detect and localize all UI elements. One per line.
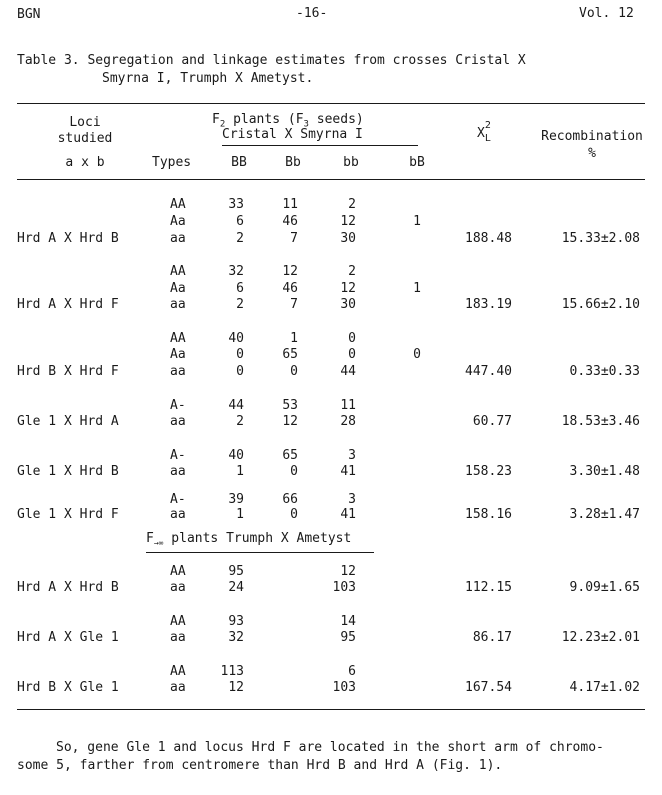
BB-cell: 0 (236, 347, 244, 362)
type-cell: Aa (170, 214, 186, 229)
bB-cell: 0 (413, 347, 421, 362)
type-cell: AA (170, 564, 186, 579)
BB-cell: 12 (228, 680, 244, 695)
type-cell: AA (170, 264, 186, 279)
locus-label: Gle 1 X Hrd F (17, 507, 119, 522)
recombination-value: 3.28±1.47 (569, 507, 640, 522)
chi-value: 86.17 (472, 630, 512, 645)
BB-cell: 93 (228, 614, 244, 629)
cross-underline (222, 145, 418, 146)
bb-cell: 0 (348, 331, 356, 346)
bb-cell: 6 (348, 664, 356, 679)
bb-heading: bb (343, 155, 359, 170)
type-cell: A- (170, 492, 186, 507)
BB-cell: 2 (236, 231, 244, 246)
bb-cell: 30 (340, 297, 356, 312)
chi-value: 60.77 (472, 414, 512, 429)
recombination-value: 18.53±3.46 (561, 414, 640, 429)
BB-cell: 32 (228, 630, 244, 645)
bb-cell: 28 (340, 414, 356, 429)
Bb-cell: 12 (282, 264, 298, 279)
bb-cell: 2 (348, 197, 356, 212)
Bb-cell: 65 (282, 448, 298, 463)
Bb-cell: 7 (290, 297, 298, 312)
type-cell: aa (170, 297, 186, 312)
locus-label: Hrd A X Hrd F (17, 297, 119, 312)
type-cell: AA (170, 614, 186, 629)
recombination-unit: % (588, 146, 596, 161)
bb-cell: 103 (332, 680, 356, 695)
f2-plants-heading: $F_2$ plants ($F_3$ seeds) (212, 112, 364, 130)
type-cell: aa (170, 231, 186, 246)
bb-cell: 12 (340, 281, 356, 296)
recombination-value: 4.17±1.02 (569, 680, 640, 695)
cross-heading: Cristal X Smyrna I (222, 127, 363, 142)
type-cell: aa (170, 414, 186, 429)
type-cell: aa (170, 464, 186, 479)
Bb-cell: 46 (282, 214, 298, 229)
Bb-cell: 11 (282, 197, 298, 212)
page-number: -16- (296, 6, 328, 21)
locus-label: Hrd B X Hrd F (17, 364, 119, 379)
Bb-cell: 53 (282, 398, 298, 413)
section2-heading: $F_{\to\infty}$ plants Trumph X Ametyst (146, 531, 352, 548)
type-cell: AA (170, 197, 186, 212)
locus-label: Hrd A X Gle 1 (17, 630, 119, 645)
bb-cell: 103 (332, 580, 356, 595)
type-cell: aa (170, 630, 186, 645)
loci-heading: Loci (69, 115, 101, 130)
BB-heading: BB (231, 155, 247, 170)
type-cell: aa (170, 580, 186, 595)
locus-label: Gle 1 X Hrd A (17, 414, 119, 429)
Bb-heading: Bb (285, 155, 301, 170)
bb-cell: 14 (340, 614, 356, 629)
BB-cell: 2 (236, 297, 244, 312)
body-paragraph-line2: some 5, farther from centromere than Hrd B and Hrd A (Fig. 1). (17, 758, 503, 773)
Bb-cell: 7 (290, 231, 298, 246)
table-caption-line1: Table 3. Segregation and linkage estimates from crosses Cristal X (17, 53, 526, 68)
types-heading: Types (152, 155, 192, 170)
BB-cell: 6 (236, 281, 244, 296)
type-cell: Aa (170, 347, 186, 362)
bb-cell: 41 (340, 464, 356, 479)
locus-label: Hrd A X Hrd B (17, 231, 119, 246)
BB-cell: 24 (228, 580, 244, 595)
BB-cell: 1 (236, 464, 244, 479)
Bb-cell: 1 (290, 331, 298, 346)
chi-square-heading: $X^2_L$ (477, 120, 491, 144)
header-bottom-rule (17, 179, 645, 180)
bb-cell: 12 (340, 214, 356, 229)
type-cell: AA (170, 331, 186, 346)
recombination-value: 12.23±2.01 (561, 630, 640, 645)
bb-cell: 44 (340, 364, 356, 379)
type-cell: Aa (170, 281, 186, 296)
BB-cell: 40 (228, 448, 244, 463)
loci-heading-3: a x b (65, 155, 105, 170)
BB-cell: 44 (228, 398, 244, 413)
Bb-cell: 46 (282, 281, 298, 296)
body-paragraph-line1: So, gene Gle 1 and locus Hrd F are located in the short arm of chromo- (56, 740, 604, 755)
locus-label: Gle 1 X Hrd B (17, 464, 119, 479)
bB-heading: bB (409, 155, 425, 170)
Bb-cell: 66 (282, 492, 298, 507)
bb-cell: 3 (348, 448, 356, 463)
recombination-heading: Recombination (541, 129, 643, 144)
recombination-value: 9.09±1.65 (569, 580, 640, 595)
bB-cell: 1 (413, 281, 421, 296)
Bb-cell: 65 (282, 347, 298, 362)
bb-cell: 95 (340, 630, 356, 645)
recombination-value: 15.33±2.08 (561, 231, 640, 246)
type-cell: A- (170, 398, 186, 413)
BB-cell: 39 (228, 492, 244, 507)
chi-value: 447.40 (465, 364, 512, 379)
journal-abbrev: BGN (17, 7, 41, 22)
bb-cell: 0 (348, 347, 356, 362)
type-cell: aa (170, 507, 186, 522)
chi-value: 158.23 (465, 464, 512, 479)
BB-cell: 6 (236, 214, 244, 229)
type-cell: AA (170, 664, 186, 679)
chi-value: 158.16 (465, 507, 512, 522)
table-bottom-rule (17, 709, 645, 710)
Bb-cell: 12 (282, 414, 298, 429)
bb-cell: 12 (340, 564, 356, 579)
section2-underline (146, 552, 374, 553)
bb-cell: 2 (348, 264, 356, 279)
chi-value: 167.54 (465, 680, 512, 695)
BB-cell: 33 (228, 197, 244, 212)
recombination-value: 0.33±0.33 (569, 364, 640, 379)
locus-label: Hrd B X Gle 1 (17, 680, 119, 695)
chi-value: 183.19 (465, 297, 512, 312)
chi-value: 188.48 (465, 231, 512, 246)
recombination-value: 3.30±1.48 (569, 464, 640, 479)
volume-label: Vol. 12 (579, 6, 634, 21)
chi-value: 112.15 (465, 580, 512, 595)
Bb-cell: 0 (290, 464, 298, 479)
type-cell: aa (170, 680, 186, 695)
table-top-rule (17, 103, 645, 104)
BB-cell: 2 (236, 414, 244, 429)
BB-cell: 32 (228, 264, 244, 279)
BB-cell: 40 (228, 331, 244, 346)
BB-cell: 0 (236, 364, 244, 379)
type-cell: A- (170, 448, 186, 463)
Bb-cell: 0 (290, 364, 298, 379)
bb-cell: 3 (348, 492, 356, 507)
recombination-value: 15.66±2.10 (561, 297, 640, 312)
type-cell: aa (170, 364, 186, 379)
bB-cell: 1 (413, 214, 421, 229)
bb-cell: 41 (340, 507, 356, 522)
table-caption-line2: Smyrna I, Trumph X Ametyst. (102, 71, 314, 86)
locus-label: Hrd A X Hrd B (17, 580, 119, 595)
BB-cell: 95 (228, 564, 244, 579)
BB-cell: 1 (236, 507, 244, 522)
loci-heading-2: studied (57, 131, 113, 146)
bb-cell: 30 (340, 231, 356, 246)
bb-cell: 11 (340, 398, 356, 413)
BB-cell: 113 (220, 664, 244, 679)
Bb-cell: 0 (290, 507, 298, 522)
